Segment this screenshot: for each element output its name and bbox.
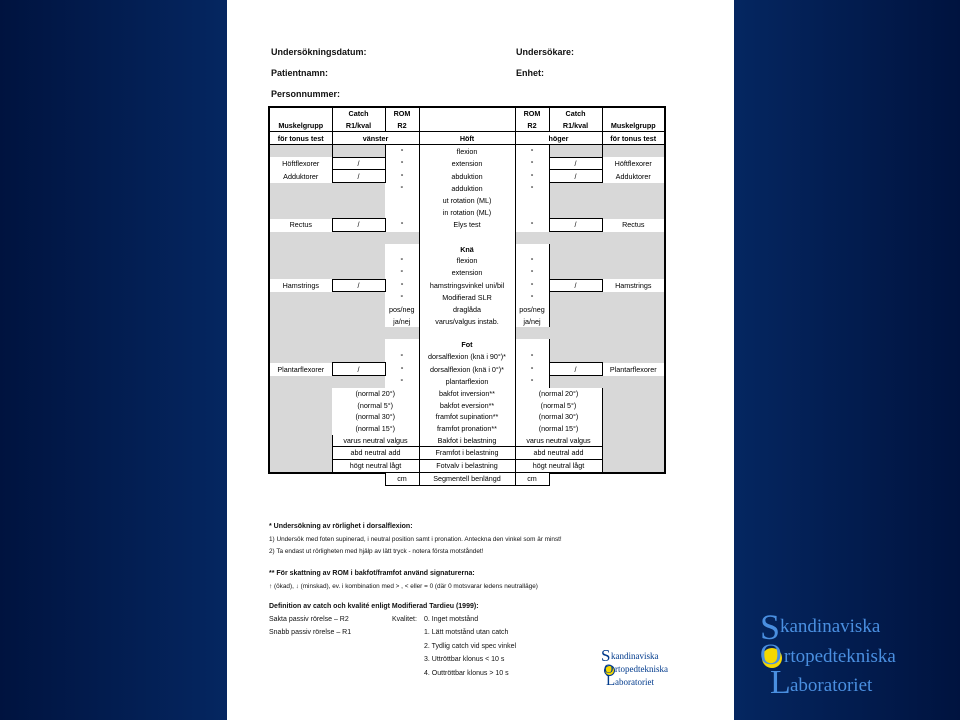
grey-cell	[602, 459, 665, 472]
normal-right: (normal 30°)	[515, 411, 602, 423]
muscle-group-left	[269, 183, 332, 195]
measure-label: Framfot i belastning	[419, 447, 515, 460]
table-row	[269, 473, 665, 486]
table-row	[269, 157, 665, 170]
catch-left	[332, 292, 385, 304]
logo-small-initial-l: L	[606, 673, 616, 689]
measure-label: abduktion	[419, 170, 515, 183]
grey-cell	[269, 435, 332, 447]
grey-cell	[602, 400, 665, 412]
rom-right: °	[515, 267, 549, 279]
measure-label: extension	[419, 267, 515, 279]
muscle-group-right	[602, 339, 665, 351]
muscle-group-left	[269, 351, 332, 363]
load-options-left: varus neutral valgus	[332, 435, 419, 447]
rom-left: °	[385, 279, 419, 292]
muscle-group-right	[602, 304, 665, 316]
normal-right: (normal 20°)	[515, 388, 602, 400]
muscle-group-left	[269, 267, 332, 279]
note1-title: * Undersökning av rörlighet i dorsalflexion:	[269, 523, 413, 530]
rom-left	[385, 244, 419, 256]
grey-cell	[269, 411, 332, 423]
grey-cell	[269, 447, 332, 460]
header-cell: Muskelgrupp	[602, 120, 665, 132]
table-row	[269, 231, 665, 243]
catch-left	[332, 316, 385, 328]
catch-right	[549, 207, 602, 219]
slow-passive-label: Sakta passiv rörelse – R2	[269, 616, 349, 623]
table-row	[269, 388, 665, 400]
table-row	[269, 411, 665, 423]
table-row	[269, 279, 665, 292]
rom-right: °	[515, 170, 549, 183]
normal-right: (normal 15°)	[515, 423, 602, 435]
table-row	[269, 183, 665, 195]
grey-cell	[602, 447, 665, 460]
rom-left: °	[385, 267, 419, 279]
measure-label: dorsalflexion (knä i 90°)*	[419, 351, 515, 363]
logo-small-initial-s: S	[601, 646, 611, 665]
header-cell: ROM	[515, 107, 549, 120]
muscle-group-left: Plantarflexorer	[269, 363, 332, 376]
grey-cell	[515, 231, 665, 243]
table-row	[269, 195, 665, 207]
rom-right: °	[515, 183, 549, 195]
blank-cell	[419, 231, 515, 243]
grey-cell	[269, 423, 332, 435]
rom-right: °	[515, 376, 549, 388]
muscle-group-left: Hamstrings	[269, 279, 332, 292]
rom-right: pos/neg	[515, 304, 549, 316]
rom-right: °	[515, 219, 549, 232]
table-header-row	[269, 107, 665, 120]
patient-name-label: Patientnamn:	[271, 68, 329, 78]
catch-left: /	[332, 219, 385, 232]
normal-right: (normal 5°)	[515, 400, 602, 412]
rom-right	[515, 244, 549, 256]
rom-left	[385, 207, 419, 219]
catch-left	[332, 376, 385, 388]
header-cell: Catch	[332, 107, 385, 120]
normal-left: (normal 20°)	[332, 388, 419, 400]
unit-label: Enhet:	[516, 68, 544, 78]
header-cell: för tonus test	[269, 132, 332, 145]
measure-label: framfot supination**	[419, 411, 515, 423]
rom-left: °	[385, 170, 419, 183]
muscle-group-left	[269, 207, 332, 219]
catch-right	[549, 376, 602, 388]
catch-left	[332, 351, 385, 363]
logo-small-line1: kandinaviska	[611, 651, 659, 661]
logo-large-initial-l: L	[770, 664, 791, 701]
rom-left	[385, 195, 419, 207]
logo-large-initial-o: O	[760, 638, 782, 671]
table-row	[269, 255, 665, 267]
table-row	[269, 435, 665, 447]
header-cell	[269, 107, 332, 120]
rom-right: °	[515, 255, 549, 267]
table-header-row	[269, 120, 665, 132]
muscle-group-right	[602, 292, 665, 304]
length-left-cm: cm	[385, 473, 419, 486]
table-row	[269, 376, 665, 388]
logo-large-initial-s: S	[760, 607, 781, 647]
table-row	[269, 170, 665, 183]
table-row	[269, 292, 665, 304]
catch-right: /	[549, 170, 602, 183]
personal-number-label: Personnummer:	[271, 89, 341, 99]
table-row	[269, 447, 665, 460]
header-cell: vänster	[332, 132, 419, 145]
table-header-row	[269, 132, 665, 145]
note1-line1: 1) Undersök med foten supinerad, i neutral position samt i pronation. Anteckna den vinkel som är minst!	[269, 536, 562, 543]
muscle-group-left: Adduktorer	[269, 170, 332, 183]
logo-small-initial-o: O	[604, 661, 614, 676]
rom-left: °	[385, 219, 419, 232]
muscle-group-left	[269, 195, 332, 207]
quality-item-2: 2. Tydlig catch vid spec vinkel	[424, 643, 517, 650]
rom-right: ja/nej	[515, 316, 549, 328]
header-cell: R1/kval	[332, 120, 385, 132]
note3-title: Definition av catch och kvalité enligt Modifierad Tardieu (1999):	[269, 603, 479, 610]
muscle-group-right	[602, 376, 665, 388]
table-row	[269, 316, 665, 328]
catch-right	[549, 316, 602, 328]
measure-label: flexion	[419, 255, 515, 267]
measure-label: extension	[419, 157, 515, 170]
catch-left	[332, 255, 385, 267]
rom-right: °	[515, 363, 549, 376]
logo-large-line1: kandinaviska	[780, 616, 881, 637]
muscle-group-right	[602, 145, 665, 158]
rom-left: °	[385, 292, 419, 304]
table-row	[269, 145, 665, 158]
catch-right: /	[549, 363, 602, 376]
measure-label: hamstringsvinkel uni/bil	[419, 279, 515, 292]
measure-label: adduktion	[419, 183, 515, 195]
table-row	[269, 459, 665, 472]
catch-left	[332, 207, 385, 219]
header-cell: Höft	[419, 132, 515, 145]
rom-right	[515, 339, 549, 351]
muscle-group-left	[269, 255, 332, 267]
measure-label: dorsalflexion (knä i 0°)*	[419, 363, 515, 376]
muscle-group-left	[269, 304, 332, 316]
header-cell	[602, 107, 665, 120]
muscle-group-right: Plantarflexorer	[602, 363, 665, 376]
muscle-group-left: Rectus	[269, 219, 332, 232]
table-row	[269, 244, 665, 256]
catch-left	[332, 195, 385, 207]
catch-left	[332, 304, 385, 316]
rom-right	[515, 207, 549, 219]
table-row	[269, 363, 665, 376]
rom-left	[385, 339, 419, 351]
grey-cell	[602, 388, 665, 400]
rom-right: °	[515, 145, 549, 158]
logo-large-line2: rtopedtekniska	[784, 646, 896, 667]
exam-date-label: Undersökningsdatum:	[271, 47, 367, 57]
table-row	[269, 423, 665, 435]
fast-passive-label: Snabb passiv rörelse – R1	[269, 629, 352, 636]
rom-right: °	[515, 351, 549, 363]
muscle-group-left	[269, 376, 332, 388]
rom-left: °	[385, 255, 419, 267]
quality-item-0: 0. Inget motstånd	[424, 616, 479, 623]
muscle-group-right: Höftflexorer	[602, 157, 665, 170]
table-row	[269, 351, 665, 363]
table-row	[269, 304, 665, 316]
quality-item-4: 4. Outtröttbar klonus > 10 s	[424, 670, 509, 677]
rom-left: ja/nej	[385, 316, 419, 328]
catch-right	[549, 304, 602, 316]
rom-left: °	[385, 376, 419, 388]
header-cell: R2	[515, 120, 549, 132]
blank-cell	[419, 327, 515, 339]
blank-cell	[269, 473, 385, 486]
normal-left: (normal 5°)	[332, 400, 419, 412]
muscle-group-left	[269, 292, 332, 304]
grey-cell	[269, 231, 419, 243]
table-row	[269, 207, 665, 219]
measure-label: plantarflexion	[419, 376, 515, 388]
grey-cell	[602, 411, 665, 423]
rom-left: °	[385, 363, 419, 376]
load-options-left: högt neutral lågt	[332, 459, 419, 472]
header-cell: R2	[385, 120, 419, 132]
grey-cell	[269, 459, 332, 472]
load-options-left: abd neutral add	[332, 447, 419, 460]
logo-small-line2: rtopedtekniska	[615, 664, 668, 674]
table-row	[269, 400, 665, 412]
measure-label: Bakfot i belastning	[419, 435, 515, 447]
header-cell: Muskelgrupp	[269, 120, 332, 132]
rom-left: °	[385, 145, 419, 158]
header-cell: för tonus test	[602, 132, 665, 145]
catch-left: /	[332, 157, 385, 170]
grey-cell	[602, 435, 665, 447]
measure-label: Fot	[419, 339, 515, 351]
muscle-group-left: Höftflexorer	[269, 157, 332, 170]
catch-right: /	[549, 279, 602, 292]
measure-label: bakfot eversion**	[419, 400, 515, 412]
examiner-label: Undersökare:	[516, 47, 575, 57]
quality-item-3: 3. Uttröttbar klonus < 10 s	[424, 656, 505, 663]
grey-cell	[515, 327, 665, 339]
catch-right	[549, 195, 602, 207]
muscle-group-right: Adduktorer	[602, 170, 665, 183]
catch-left	[332, 267, 385, 279]
note2-title: ** För skattning av ROM i bakfot/framfot använd signaturerna:	[269, 570, 475, 577]
normal-left: (normal 15°)	[332, 423, 419, 435]
rom-right	[515, 195, 549, 207]
table-row	[269, 267, 665, 279]
header-cell: ROM	[385, 107, 419, 120]
muscle-group-right	[602, 267, 665, 279]
measure-label: Elys test	[419, 219, 515, 232]
catch-left: /	[332, 363, 385, 376]
rom-right: °	[515, 292, 549, 304]
muscle-group-right: Rectus	[602, 219, 665, 232]
sol-logo-large	[758, 607, 958, 707]
muscle-group-right	[602, 244, 665, 256]
header-cell: höger	[515, 132, 602, 145]
measure-label: framfot pronation**	[419, 423, 515, 435]
normal-left: (normal 30°)	[332, 411, 419, 423]
measure-label: in rotation (ML)	[419, 207, 515, 219]
muscle-group-left	[269, 316, 332, 328]
note2-line1: ↑ (ökad), ↓ (minskad), ev. i kombination med > , < eller = 0 (där 0 motsvarar ledens neutralläge)	[269, 583, 538, 590]
rom-left: pos/neg	[385, 304, 419, 316]
catch-left: /	[332, 170, 385, 183]
load-options-right: abd neutral add	[515, 447, 602, 460]
muscle-group-right	[602, 207, 665, 219]
grey-cell	[269, 327, 419, 339]
load-options-right: högt neutral lågt	[515, 459, 602, 472]
rom-right: °	[515, 279, 549, 292]
header-cell	[419, 120, 515, 132]
header-cell	[419, 107, 515, 120]
note1-line2: 2) Ta endast ut rörligheten med hjälp av lätt tryck - notera första motståndet!	[269, 548, 484, 555]
muscle-group-right	[602, 351, 665, 363]
logo-large-line3: aboratoriet	[790, 675, 873, 696]
catch-right: /	[549, 157, 602, 170]
muscle-group-right	[602, 316, 665, 328]
catch-right	[549, 255, 602, 267]
measure-label: varus/valgus instab.	[419, 316, 515, 328]
muscle-group-right	[602, 195, 665, 207]
quality-label: Kvalitet:	[392, 616, 417, 623]
grey-cell	[269, 400, 332, 412]
measure-label: Modifierad SLR	[419, 292, 515, 304]
assessment-table	[268, 106, 666, 486]
measure-label: Fotvalv i belastning	[419, 459, 515, 472]
table-row	[269, 219, 665, 232]
catch-left	[332, 145, 385, 158]
catch-right	[549, 183, 602, 195]
measure-label: Segmentell benlängd	[419, 473, 515, 486]
logo-small-line3: aboratoriet	[615, 677, 654, 687]
table-row	[269, 327, 665, 339]
catch-right	[549, 351, 602, 363]
catch-right	[549, 339, 602, 351]
measure-label: bakfot inversion**	[419, 388, 515, 400]
measure-label: ut rotation (ML)	[419, 195, 515, 207]
form-page	[227, 0, 734, 720]
load-options-right: varus neutral valgus	[515, 435, 602, 447]
catch-left	[332, 244, 385, 256]
catch-right	[549, 244, 602, 256]
blank-cell	[549, 473, 665, 486]
catch-right: /	[549, 219, 602, 232]
rom-left: °	[385, 157, 419, 170]
grey-cell	[269, 388, 332, 400]
measure-label: draglåda	[419, 304, 515, 316]
quality-item-1: 1. Lätt motstånd utan catch	[424, 629, 509, 636]
catch-left	[332, 183, 385, 195]
muscle-group-left	[269, 145, 332, 158]
catch-right	[549, 267, 602, 279]
catch-left	[332, 339, 385, 351]
catch-right	[549, 145, 602, 158]
muscle-group-right: Hamstrings	[602, 279, 665, 292]
sol-logo-small	[601, 648, 701, 693]
grey-cell	[602, 423, 665, 435]
measure-label: flexion	[419, 145, 515, 158]
rom-right: °	[515, 157, 549, 170]
header-cell: Catch	[549, 107, 602, 120]
catch-right	[549, 292, 602, 304]
muscle-group-right	[602, 183, 665, 195]
rom-left: °	[385, 183, 419, 195]
measure-label: Knä	[419, 244, 515, 256]
header-cell: R1/kval	[549, 120, 602, 132]
muscle-group-left	[269, 244, 332, 256]
catch-left: /	[332, 279, 385, 292]
rom-left: °	[385, 351, 419, 363]
length-right-cm: cm	[515, 473, 549, 486]
muscle-group-right	[602, 255, 665, 267]
muscle-group-left	[269, 339, 332, 351]
table-row	[269, 339, 665, 351]
